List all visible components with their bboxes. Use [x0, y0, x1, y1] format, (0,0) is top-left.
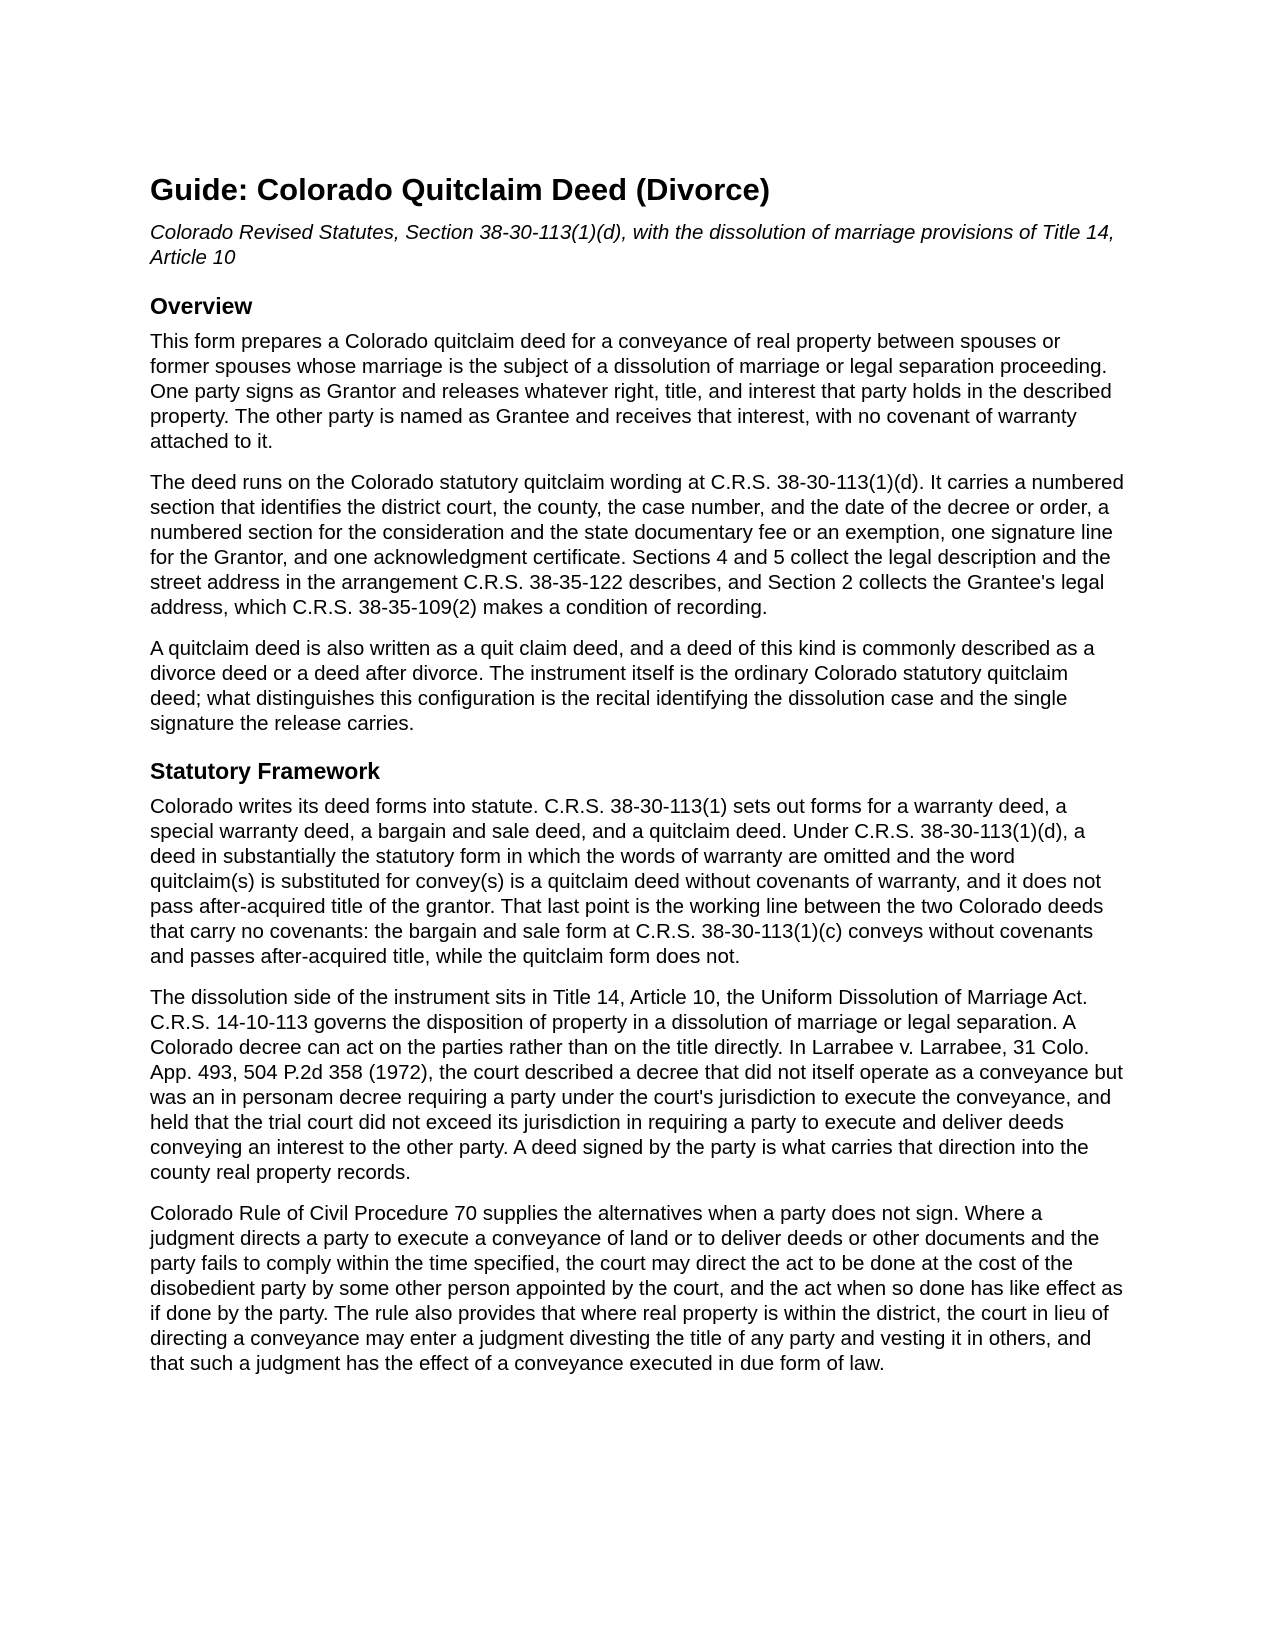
section-statutory-framework — [150, 756, 1125, 1376]
paragraph: The dissolution side of the instrument sits in Title 14, Article 10, the Uniform Dissolution of Marriage Act. C.R.S. 14-10-113 governs the disposition of property in a dissolution of marriage or legal separation. A Colorado decree can act on the parties rather than on the title directly. In Larrabee v. Larrabee, 31 Colo. App. 493, 504 P.2d 358 (1972), the court described a decree that did not itself operate as a conveyance but was an in personam decree requiring a party under the court's jurisdiction to execute the conveyance, and held that the trial court did not exceed its jurisdiction in requiring a party to execute and deliver deeds conveying an interest to the other party. A deed signed by the party is what carries that direction into the county real property records. — [150, 986, 1123, 1184]
document-page — [150, 170, 1125, 1396]
paragraph: Colorado writes its deed forms into statute. C.R.S. 38-30-113(1) sets out forms for a warranty deed, a special warranty deed, a bargain and sale deed, and a quitclaim deed. Under C.R.S. 38-30-113(1)(d), a deed in substantially the statutory form in which the words of warranty are omitted and the word quitclaim(s) is substituted for convey(s) is a quitclaim deed without covenants of warranty, and it does not pass after-acquired title of the grantor. That last point is the working line between the two Colorado deeds that carry no covenants: the bargain and sale form at C.R.S. 38-30-113(1)(c) conveys without covenants and passes after-acquired title, while the quitclaim form does not. — [150, 795, 1104, 968]
paragraph: Colorado Rule of Civil Procedure 70 supplies the alternatives when a party does not sign. Where a judgment directs a party to execute a conveyance of land or to deliver deeds or other documents and the party fails to comply within the time specified, the court may direct the act to be done at the cost of the disobedient party by some other person appointed by the court, and the act when so done has like effect as if done by the party. The rule also provides that where real property is within the district, the court in lieu of directing a conveyance may enter a judgment divesting the title of any party and vesting it in others, and that such a judgment has the effect of a conveyance executed in due form of law. — [150, 1202, 1123, 1375]
section-overview — [150, 291, 1125, 736]
paragraph: This form prepares a Colorado quitclaim deed for a conveyance of real property between spouses or former spouses whose marriage is the subject of a dissolution of marriage or legal separation proceeding. One party signs as Grantor and releases whatever right, title, and interest that party holds in the described property. The other party is named as Grantee and receives that interest, with no covenant of warranty attached to it. — [150, 330, 1112, 453]
page-title: Guide: Colorado Quitclaim Deed (Divorce) — [150, 172, 771, 207]
page-subtitle: Colorado Revised Statutes, Section 38-30-113(1)(d), with the dissolution of marriage provisions of Title 14, Article 10 — [150, 221, 1115, 269]
paragraph: The deed runs on the Colorado statutory quitclaim wording at C.R.S. 38-30-113(1)(d). It carries a numbered section that identifies the district court, the county, the case number, and the date of the decree or order, a numbered section for the consideration and the state documentary fee or an exemption, one signature line for the Grantor, and one acknowledgment certificate. Sections 4 and 5 collect the legal description and the street address in the arrangement C.R.S. 38-35-122 describes, and Section 2 collects the Grantee's legal address, which C.R.S. 38-35-109(2) makes a condition of recording. — [150, 471, 1124, 619]
section-heading: Statutory Framework — [150, 758, 381, 784]
section-heading: Overview — [150, 293, 253, 319]
paragraph: A quitclaim deed is also written as a quit claim deed, and a deed of this kind is commonly described as a divorce deed or a deed after divorce. The instrument itself is the ordinary Colorado statutory quitclaim deed; what distinguishes this configuration is the recital identifying the dissolution case and the single signature the release carries. — [150, 637, 1095, 735]
